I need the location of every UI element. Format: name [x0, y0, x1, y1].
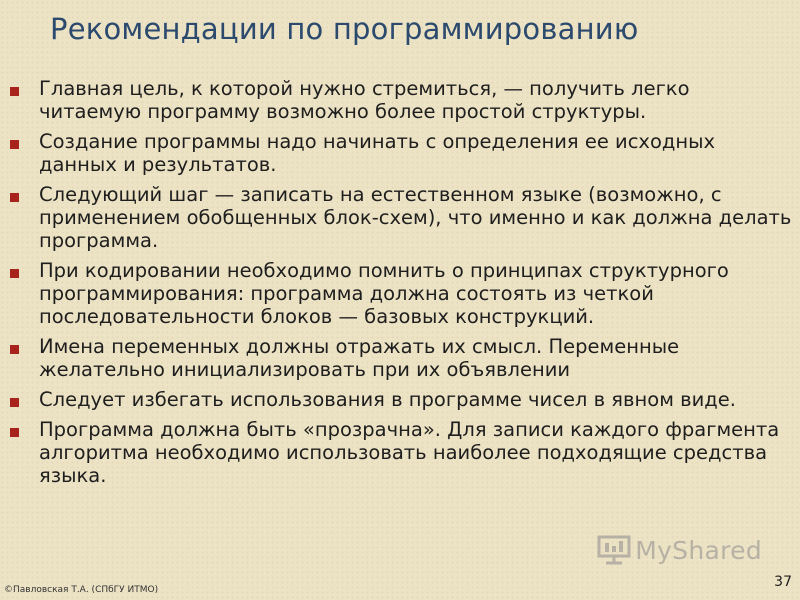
- square-bullet-icon: [10, 140, 19, 149]
- square-bullet-icon: [10, 398, 19, 407]
- bullet-text: Главная цель, к которой нужно стремиться, — получить легко читаемую программу возможно более простой структуры.: [39, 77, 690, 123]
- bullet-text: Следует избегать использования в программе чисел в явном виде.: [39, 388, 736, 411]
- bullet-text: Создание программы надо начинать с определения ее исходных данных и результатов.: [39, 130, 716, 176]
- bullet-item-7: [10, 418, 796, 487]
- copyright-footer: ©Павловская Т.А. (СПбГУ ИТМО): [4, 585, 159, 595]
- bullet-item-3: [10, 183, 796, 252]
- square-bullet-icon: [10, 345, 19, 354]
- square-bullet-icon: [10, 269, 19, 278]
- bullet-text: Следующий шаг — записать на естественном языке (возможно, с применением обобщенных блок-схем), что именно и как должна делать программа.: [39, 183, 792, 252]
- bullet-text: Имена переменных должны отражать их смысл. Переменные желательно инициализировать при их объявлении: [39, 335, 680, 381]
- slide-title: Рекомендации по программированию: [50, 12, 639, 46]
- square-bullet-icon: [10, 193, 19, 202]
- bullet-item-6: [10, 388, 796, 411]
- square-bullet-icon: [10, 87, 19, 96]
- page-number: 37: [774, 574, 792, 590]
- myshared-watermark: [597, 535, 762, 565]
- bullet-text: Программа должна быть «прозрачна». Для записи каждого фрагмента алгоритма необходимо использовать наиболее подходящие средства языка.: [39, 418, 780, 487]
- bullet-item-4: [10, 259, 796, 328]
- bullet-item-5: [10, 335, 796, 381]
- watermark-text: MyShared: [635, 535, 762, 565]
- square-bullet-icon: [10, 428, 19, 437]
- bullet-item-1: [10, 77, 796, 123]
- bullet-text: При кодировании необходимо помнить о принципах структурного программирования: программа должна состоять из четкой последовательности блоков — базовых конструкций.: [39, 259, 729, 328]
- bullet-item-2: [10, 130, 796, 176]
- presentation-board-icon: [597, 535, 631, 565]
- bullet-list: [10, 77, 796, 494]
